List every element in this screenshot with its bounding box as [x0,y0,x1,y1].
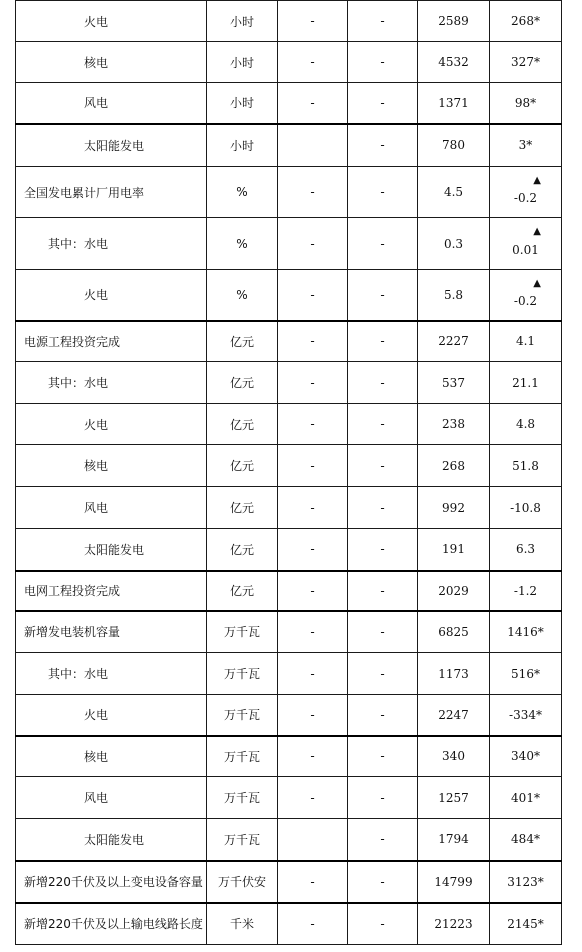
value-cell-text: 780 [442,138,465,153]
value-cell [418,83,490,124]
change-cell-text: 484* [511,832,540,847]
col3-cell [278,167,348,218]
row-label [16,571,207,611]
table-row [16,321,562,362]
col4-cell [348,404,418,445]
col3-cell-text: - [310,749,315,764]
statistics-table [15,0,562,945]
unit-cell-text: 小时 [229,96,254,111]
unit-cell [207,83,278,124]
value-cell-text: 4532 [438,55,469,69]
table-row [16,736,562,777]
value-cell [418,653,490,695]
change-cell [490,404,562,445]
value-cell-text: 2029 [438,583,469,598]
col4-cell [348,695,418,736]
value-cell-text: 1257 [438,790,469,805]
col3-cell [278,819,348,861]
col3-cell [278,695,348,736]
row-label [16,529,207,571]
unit-cell-text: 亿元 [229,334,254,349]
col3-cell-text: - [310,334,315,349]
row-label [16,42,207,83]
col4-cell [348,819,418,861]
col4-cell [348,270,418,321]
row-label [16,321,207,362]
col4-cell-text: - [380,624,385,639]
value-cell [418,777,490,819]
change-cell [490,321,562,362]
change-cell-text: 21.1 [512,375,539,390]
change-cell-text: 340* [511,749,540,764]
unit-cell [207,695,278,736]
col4-cell-text: - [380,185,385,199]
value-cell-text: 537 [442,375,465,390]
change-cell [490,695,562,736]
col4-cell-text: - [380,749,385,764]
row-label-text: 新增发电装机容量 [24,625,121,640]
col4-cell-text: - [380,874,385,889]
col3-cell-text: - [310,790,315,805]
change-cell-text: 327* [511,55,540,69]
unit-cell [207,362,278,404]
col3-cell-text: - [310,375,315,390]
col3-cell-text: - [310,287,315,302]
table-row [16,42,562,83]
value-cell-text: 191 [442,542,465,557]
col4-cell [348,571,418,611]
value-cell [418,362,490,404]
value-cell-text: 238 [442,417,465,431]
row-label-text: 太阳能发电 [84,138,145,153]
col3-cell-text: - [310,236,315,251]
change-cell-text: 268* [511,14,540,28]
unit-cell [207,777,278,819]
col4-cell [348,321,418,362]
unit-cell-text: % [236,236,248,251]
col3-cell [278,218,348,270]
table-row [16,611,562,653]
value-cell [418,819,490,861]
col4-cell [348,777,418,819]
row-label-text: 电源工程投资完成 [24,334,121,349]
value-cell-text: 4.5 [443,185,464,199]
table-row [16,903,562,945]
row-label [16,167,207,218]
value-cell [418,124,490,167]
change-cell [490,124,562,167]
change-cell [490,653,562,695]
col4-cell-text: - [380,500,385,515]
col3-cell [278,362,348,404]
change-cell [490,218,562,270]
table-row [16,362,562,404]
unit-cell-text: 万千伏安 [217,875,266,889]
row-label-text: 其中：水电 [48,376,109,390]
unit-cell-text: 亿元 [229,584,254,598]
table-row [16,487,562,529]
col4-cell [348,861,418,903]
row-label-text: 太阳能发电 [84,832,145,847]
row-label [16,487,207,529]
row-label [16,1,207,42]
col3-cell [278,445,348,487]
table-row [16,529,562,571]
row-label-text: 核电 [84,55,109,70]
col4-cell [348,529,418,571]
table-row [16,571,562,611]
value-cell-text: 2589 [438,14,469,28]
value-cell [418,571,490,611]
change-cell [490,777,562,819]
unit-cell [207,167,278,218]
unit-cell-text: 小时 [229,138,254,153]
col3-cell [278,653,348,695]
value-cell-text: 992 [442,500,465,515]
change-cell-text: -334* [509,707,542,722]
row-label-text: 火电 [84,417,109,432]
unit-cell-text: 亿元 [229,459,254,473]
change-cell [490,42,562,83]
col4-cell-text: - [380,334,385,349]
unit-cell [207,445,278,487]
table-row [16,445,562,487]
row-label-text: 新增220千伏及以上变电设备容量 [24,875,203,889]
col3-cell-text: - [310,666,315,681]
unit-cell-text: 万千瓦 [223,791,260,805]
unit-cell [207,487,278,529]
change-cell [490,861,562,903]
col4-cell [348,611,418,653]
row-label [16,736,207,777]
col3-cell-text: - [310,14,315,28]
row-label [16,695,207,736]
row-label-text: 风电 [84,96,109,111]
col3-cell-text: - [310,624,315,639]
col4-cell [348,83,418,124]
unit-cell [207,321,278,362]
change-cell [490,903,562,945]
unit-cell-text: 万千瓦 [223,708,260,723]
row-label [16,362,207,404]
change-cell [490,529,562,571]
row-label-text: 电网工程投资完成 [24,584,121,598]
unit-cell-text: 万千瓦 [223,625,260,640]
change-cell [490,819,562,861]
table-row [16,270,562,321]
unit-cell [207,861,278,903]
table-row [16,653,562,695]
value-cell-text: 2247 [438,707,469,722]
col4-cell [348,653,418,695]
change-cell [490,83,562,124]
col4-cell-text: - [380,417,385,431]
row-label-text: 核电 [84,749,109,764]
unit-cell-text: 小时 [229,14,254,29]
unit-cell [207,270,278,321]
unit-cell [207,42,278,83]
change-cell-text: -1.2 [513,583,538,598]
unit-cell [207,903,278,945]
col3-cell-text: - [310,95,315,110]
col4-cell-text: - [380,138,385,153]
col3-cell [278,777,348,819]
value-cell-text: 1173 [438,666,469,681]
value-cell [418,321,490,362]
unit-cell-text: 万千瓦 [223,832,260,847]
unit-cell [207,218,278,270]
col3-cell-text: - [310,583,315,598]
change-cell-text: 2145* [507,916,544,931]
col3-cell [278,270,348,321]
col4-cell-text: - [380,666,385,681]
row-label-text: 火电 [84,708,109,723]
row-label-text: 新增220千伏及以上输电线路长度 [24,917,203,932]
table-row [16,777,562,819]
row-label-text: 风电 [84,501,109,515]
col3-cell [278,903,348,945]
col4-cell [348,167,418,218]
value-cell [418,218,490,270]
row-label [16,124,207,167]
col4-cell-text: - [380,287,385,302]
unit-cell [207,653,278,695]
change-cell-text: 1416* [507,624,544,639]
col4-cell [348,445,418,487]
col3-cell [278,404,348,445]
change-cell [490,611,562,653]
up-triangle-icon: ▲ [533,175,541,186]
value-cell-text: 6825 [438,624,469,639]
row-label-text: 全国发电累计厂用电率 [24,185,145,200]
unit-cell [207,571,278,611]
row-label-text: 核电 [84,459,109,473]
col4-cell-text: - [380,14,385,28]
col4-cell [348,903,418,945]
change-cell-text: -0.2 [513,191,538,205]
col4-cell [348,42,418,83]
change-cell-text: 4.8 [515,417,536,431]
row-label [16,270,207,321]
change-cell-text: 516* [511,666,540,681]
change-cell [490,445,562,487]
col4-cell-text: - [380,375,385,390]
col4-cell-text: - [380,583,385,598]
row-label-text: 火电 [84,288,109,303]
change-cell-text: 3* [518,138,533,153]
table-row [16,124,562,167]
col3-cell-text: - [310,542,315,557]
change-cell [490,167,562,218]
row-label [16,819,207,861]
table-row [16,167,562,218]
table-body [16,1,562,945]
change-cell [490,736,562,777]
col4-cell-text: - [380,458,385,473]
row-label [16,611,207,653]
unit-cell-text: 亿元 [229,417,254,432]
row-label-text: 风电 [84,791,109,805]
table-row [16,83,562,124]
value-cell-text: 1794 [438,832,469,847]
row-label [16,218,207,270]
unit-cell [207,124,278,167]
value-cell-text: 1371 [438,95,469,110]
row-label [16,903,207,945]
table-row [16,861,562,903]
unit-cell-text: 亿元 [229,542,254,557]
col3-cell [278,571,348,611]
value-cell [418,445,490,487]
col3-cell-text: - [310,458,315,473]
table-row [16,1,562,42]
value-cell [418,1,490,42]
table-row [16,218,562,270]
change-cell [490,270,562,321]
change-cell-text: 0.01 [512,242,539,257]
table-row [16,695,562,736]
col3-cell-text: - [310,500,315,515]
value-cell-text: 14799 [434,874,473,889]
table-row [16,404,562,445]
col4-cell-text: - [380,95,385,110]
change-cell-text: 4.1 [515,334,536,349]
value-cell [418,167,490,218]
col3-cell [278,861,348,903]
row-label-text: 太阳能发电 [84,542,145,557]
col4-cell [348,218,418,270]
unit-cell-text: 亿元 [229,501,254,515]
col3-cell-text: - [310,55,315,69]
row-label [16,404,207,445]
row-label-text: 其中：水电 [48,237,109,251]
col4-cell-text: - [380,55,385,69]
change-cell-text: 51.8 [512,458,539,473]
up-triangle-icon: ▲ [533,278,541,289]
row-label [16,653,207,695]
change-cell [490,1,562,42]
value-cell-text: 340 [442,749,465,764]
col4-cell [348,487,418,529]
row-label [16,861,207,903]
unit-cell-text: 万千瓦 [223,749,260,764]
col4-cell-text: - [380,707,385,722]
unit-cell-text: 千米 [229,917,254,932]
value-cell [418,861,490,903]
value-cell [418,487,490,529]
unit-cell-text: 小时 [229,55,254,70]
col4-cell-text: - [380,236,385,251]
value-cell [418,903,490,945]
col4-cell [348,736,418,777]
col3-cell [278,42,348,83]
change-cell-text: 6.3 [515,542,536,557]
col4-cell [348,1,418,42]
row-label [16,777,207,819]
value-cell-text: 2227 [438,334,469,349]
col4-cell-text: - [380,916,385,931]
col3-cell [278,487,348,529]
change-cell-text: -10.8 [510,500,541,515]
change-cell [490,362,562,404]
col3-cell [278,611,348,653]
unit-cell [207,819,278,861]
value-cell-text: 268 [442,458,465,473]
change-cell-text: -0.2 [513,293,538,308]
table-row [16,819,562,861]
change-cell [490,571,562,611]
unit-cell [207,1,278,42]
col3-cell [278,529,348,571]
unit-cell-text: 万千瓦 [223,667,260,681]
col4-cell-text: - [380,542,385,557]
col3-cell [278,83,348,124]
value-cell-text: 0.3 [443,236,464,251]
unit-cell-text: % [236,185,248,199]
col3-cell-text: - [310,916,315,931]
col4-cell-text: - [380,790,385,805]
change-cell [490,487,562,529]
unit-cell [207,404,278,445]
value-cell [418,529,490,571]
row-label [16,83,207,124]
col3-cell [278,124,348,167]
col3-cell-text: - [310,185,315,199]
col3-cell [278,736,348,777]
change-cell-text: 401* [511,790,540,805]
col4-cell-text: - [380,832,385,847]
value-cell-text: 5.8 [443,287,464,302]
value-cell [418,404,490,445]
value-cell-text: 21223 [434,916,473,931]
value-cell [418,611,490,653]
row-label-text: 火电 [84,14,109,29]
col3-cell [278,321,348,362]
change-cell-text: 3123* [507,874,544,889]
row-label [16,445,207,487]
unit-cell [207,736,278,777]
value-cell [418,270,490,321]
row-label-text: 其中：水电 [48,667,109,681]
col4-cell [348,124,418,167]
unit-cell-text: 亿元 [229,376,254,390]
unit-cell-text: % [236,287,248,302]
col4-cell [348,362,418,404]
value-cell [418,736,490,777]
unit-cell [207,611,278,653]
value-cell [418,42,490,83]
change-cell-text: 98* [514,95,537,110]
up-triangle-icon: ▲ [533,226,541,237]
col3-cell-text: - [310,874,315,889]
col3-cell [278,1,348,42]
col3-cell-text: - [310,417,315,431]
col3-cell-text: - [310,707,315,722]
value-cell [418,695,490,736]
unit-cell [207,529,278,571]
